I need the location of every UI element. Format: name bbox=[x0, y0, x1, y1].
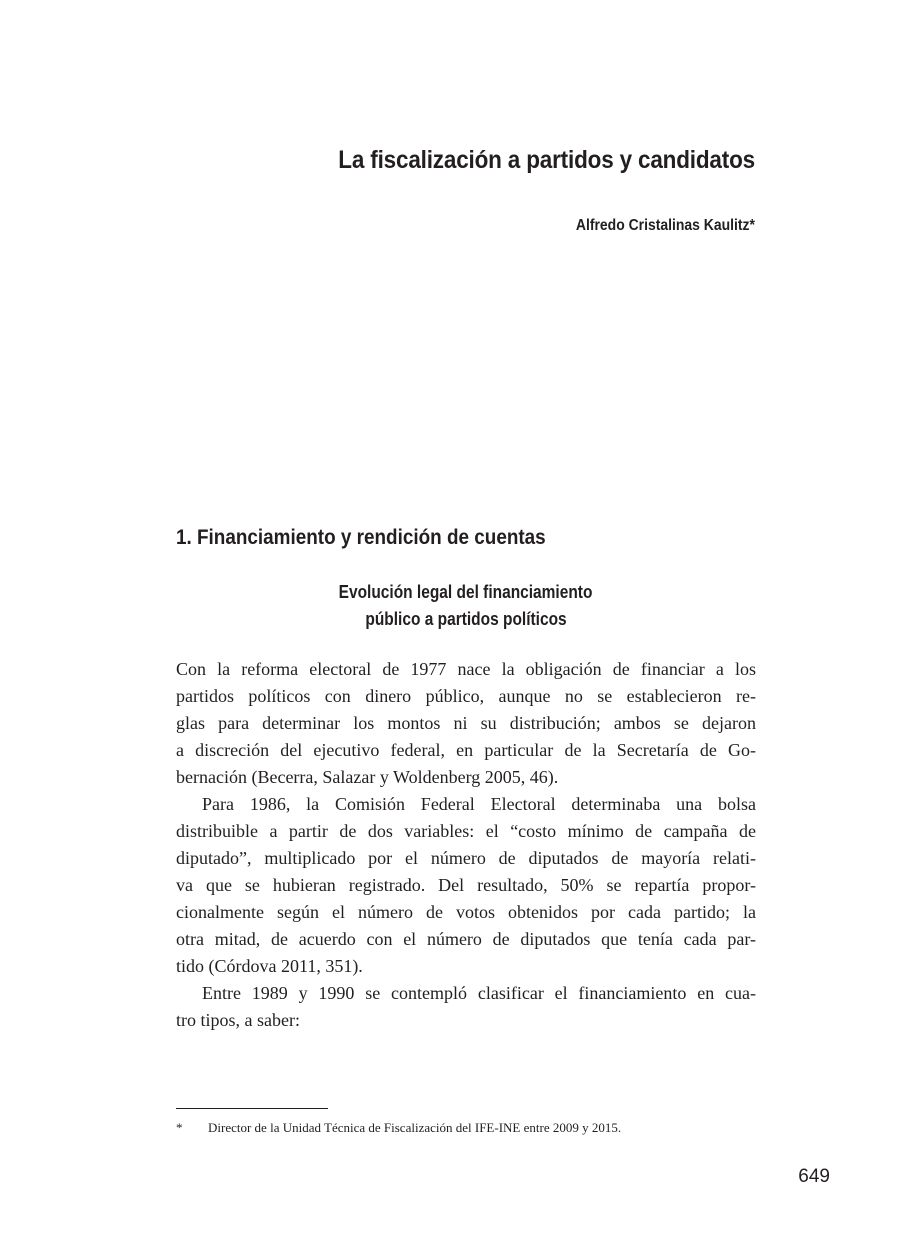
body-line: diputado”, multiplicado por el número de diputados de mayoría relati- bbox=[176, 848, 756, 868]
body-line: Para 1986, la Comisión Federal Electoral determinaba una bolsa bbox=[202, 794, 756, 814]
body-line: Entre 1989 y 1990 se contempló clasificar el financiamiento en cua- bbox=[202, 983, 756, 1003]
body-line: va que se hubieran registrado. Del resultado, 50% se repartía propor- bbox=[176, 875, 756, 895]
author-name: Alfredo Cristalinas Kaulitz* bbox=[575, 217, 755, 234]
section-heading: 1. Financiamiento y rendición de cuentas bbox=[176, 526, 546, 549]
footnote bbox=[176, 1119, 776, 1137]
body-line: cionalmente según el número de votos obtenidos por cada partido; la bbox=[176, 902, 756, 922]
body-line: Con la reforma electoral de 1977 nace la obligación de financiar a los bbox=[176, 659, 756, 679]
body-line: partidos políticos con dinero público, aunque no se establecieron re- bbox=[176, 686, 756, 706]
footnote-divider bbox=[176, 1108, 328, 1109]
body-line: tro tipos, a saber: bbox=[176, 1010, 300, 1030]
body-line: bernación (Becerra, Salazar y Woldenberg 2005, 46). bbox=[176, 767, 559, 787]
body-line: otra mitad, de acuerdo con el número de diputados que tenía cada par- bbox=[176, 929, 756, 949]
body-line: distribuible a partir de dos variables: el “costo mínimo de campaña de bbox=[176, 821, 756, 841]
subheading-line: público a partidos políticos bbox=[365, 609, 567, 629]
page-number: 649 bbox=[798, 1166, 830, 1187]
footnote-mark: * bbox=[176, 1120, 183, 1135]
body-line: a discreción del ejecutivo federal, en particular de la Secretaría de Go- bbox=[176, 740, 756, 760]
body-text bbox=[176, 656, 756, 1034]
footnote-text: Director de la Unidad Técnica de Fiscalización del IFE-INE entre 2009 y 2015. bbox=[208, 1120, 622, 1135]
subheading-line: Evolución legal del financiamiento bbox=[339, 582, 593, 602]
body-line: glas para determinar los montos ni su distribución; ambos se dejaron bbox=[176, 713, 756, 733]
body-line: tido (Córdova 2011, 351). bbox=[176, 956, 363, 976]
subheading bbox=[176, 579, 756, 633]
chapter-title: La fiscalización a partidos y candidatos bbox=[338, 146, 755, 174]
